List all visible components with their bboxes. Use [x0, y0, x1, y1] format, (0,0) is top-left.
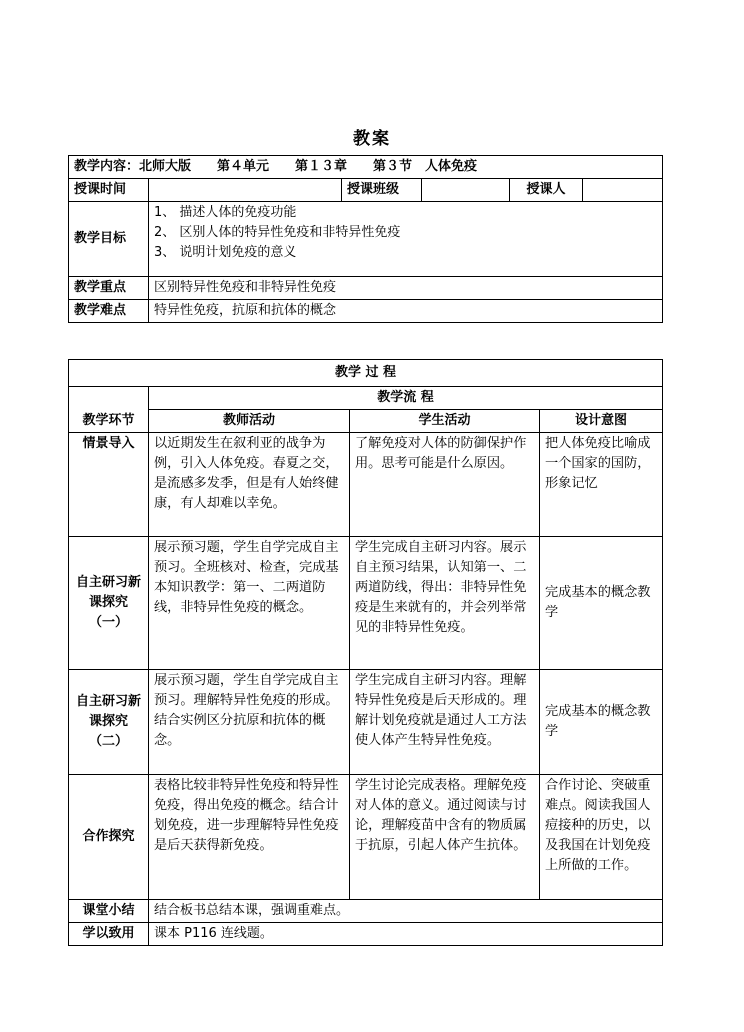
- difficulty-label: 教学难点: [69, 300, 149, 323]
- summary-label: 课堂小结: [69, 900, 149, 923]
- teaching-goals-label: 教学目标: [69, 202, 149, 277]
- key-point-label: 教学重点: [69, 277, 149, 300]
- table-row: [69, 670, 663, 775]
- table-row: [69, 537, 663, 670]
- student-activity-cell: 学生完成自主研习内容。展示自主预习结果，认知第一、二两道防线，得出：非特异性免疫是生来就有的，并会列举常见的非特异性免疫。: [350, 537, 540, 670]
- teaching-content-row: [69, 156, 663, 179]
- teaching-content-value: 北师大版 第４单元 第１３章 第３节 人体免疫: [139, 159, 478, 174]
- difficulty-value: 特异性免疫，抗原和抗体的概念: [149, 300, 663, 323]
- student-activity-cell: 了解免疫对人体的防御保护作用。思考可能是什么原因。: [350, 433, 540, 537]
- class-group-value[interactable]: [422, 179, 510, 202]
- document-title: 教案: [353, 129, 391, 149]
- apply-value: 课本 P116 连线题。: [149, 923, 663, 946]
- process-corner-cell: [69, 387, 149, 410]
- table-row: [69, 775, 663, 900]
- key-point-value: 区别特异性免疫和非特异性免疫: [149, 277, 663, 300]
- col-intent-header: 设计意图: [540, 410, 663, 433]
- goal-item: 1、 描述人体的免疫功能: [154, 205, 297, 220]
- goal-item: 2、 区别人体的特异性免疫和非特异性免疫: [154, 225, 401, 240]
- design-intent-cell: 完成基本的概念教学: [540, 670, 663, 775]
- col-stage-header: 教学环节: [69, 410, 149, 433]
- design-intent-cell: 完成基本的概念教学: [540, 537, 663, 670]
- class-time-value[interactable]: [149, 179, 342, 202]
- col-teacher-header: 教师活动: [149, 410, 350, 433]
- lesson-header-table: [68, 155, 663, 323]
- teacher-value[interactable]: [583, 179, 663, 202]
- teacher-activity-cell: 展示预习题，学生自学完成自主预习。全班核对、检查，完成基本知识教学：第一、二两道防线，非特异性免疫的概念。: [149, 537, 350, 670]
- student-activity-cell: 学生讨论完成表格。理解免疫对人体的意义。通过阅读与讨论，理解疫苗中含有的物质属于抗原，引起人体产生抗体。: [350, 775, 540, 900]
- stage-cell: 合作探究: [69, 775, 149, 900]
- student-activity-cell: 学生完成自主研习内容。理解特异性免疫是后天形成的。理解计划免疫就是通过人工方法使人体产生特异性免疫。: [350, 670, 540, 775]
- table-row: [69, 433, 663, 537]
- stage-cell: 情景导入: [69, 433, 149, 537]
- process-title: 教学 过 程: [69, 360, 663, 387]
- apply-label: 学以致用: [69, 923, 149, 946]
- class-group-label: 授课班级: [342, 179, 422, 202]
- teacher-activity-cell: 展示预习题，学生自学完成自主预习。理解特异性免疫的形成。结合实例区分抗原和抗体的概念。: [149, 670, 350, 775]
- goal-item: 3、 说明计划免疫的意义: [154, 245, 297, 260]
- design-intent-cell: 合作讨论、突破重难点。阅读我国人痘接种的历史，以及我国在计划免疫上所做的工作。: [540, 775, 663, 900]
- teaching-process-table: [68, 359, 663, 946]
- teacher-activity-cell: 表格比较非特异性免疫和特异性免疫，得出免疫的概念。结合计划免疫，进一步理解特异性免疫是后天获得新免疫。: [149, 775, 350, 900]
- teaching-goals-list: [149, 202, 663, 277]
- design-intent-cell: 把人体免疫比喻成一个国家的国防，形象记忆: [540, 433, 663, 537]
- teaching-content-label: 教学内容：: [74, 159, 140, 174]
- stage-cell: 自主研习新课探究（二）: [69, 670, 149, 775]
- col-student-header: 学生活动: [350, 410, 540, 433]
- teacher-activity-cell: 以近期发生在叙利亚的战争为例，引入人体免疫。春夏之交，是流感多发季，但是有人始终健康，有人却难以幸免。: [149, 433, 350, 537]
- class-time-label: 授课时间: [69, 179, 149, 202]
- stage-cell: 自主研习新课探究（一）: [69, 537, 149, 670]
- teacher-label: 授课人: [510, 179, 583, 202]
- summary-value: 结合板书总结本课，强调重难点。: [149, 900, 663, 923]
- flow-title: 教学流 程: [149, 387, 663, 410]
